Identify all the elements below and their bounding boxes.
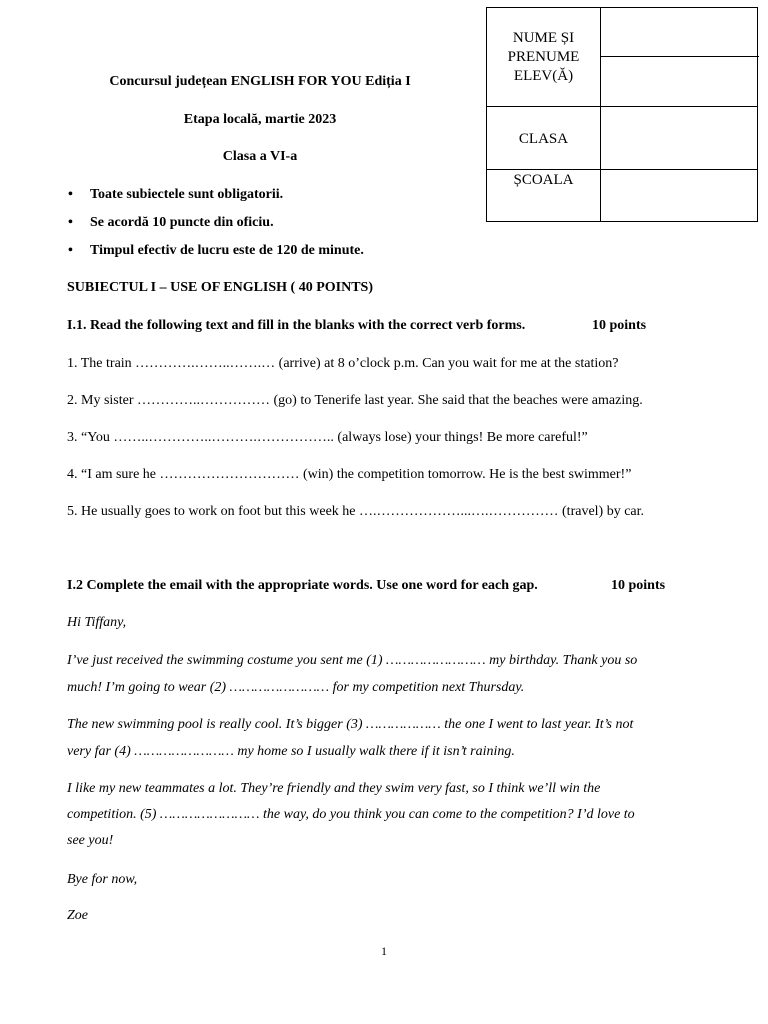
- contest-title: Concursul județean ENGLISH FOR YOU Ediția I: [109, 74, 411, 89]
- email-greeting: Hi Tiffany,: [67, 615, 127, 630]
- task1-item: 2. My sister …………..…………… (go) to Tenerife last year. She said that the beaches were amazing.: [67, 393, 643, 408]
- school-label: ȘCOALA: [513, 172, 574, 188]
- task1-item: 3. “You ……..…………..……….…………….. (always lose) your things! Be more careful!”: [67, 430, 588, 445]
- name-field-2[interactable]: [601, 57, 758, 106]
- rule-item: • Toate subiectele sunt obligatorii.: [90, 186, 364, 214]
- email-paragraph-line: much! I’m going to wear (2) …………………… for my competition next Thursday.: [67, 680, 525, 695]
- student-info-table: [486, 7, 758, 222]
- task2-instruction: I.2 Complete the email with the appropriate words. Use one word for each gap.: [67, 578, 538, 593]
- task1-instruction: I.1. Read the following text and fill in the blanks with the correct verb forms.: [67, 318, 526, 333]
- email-paragraph-line: I’ve just received the swimming costume you sent me (1) …………………… my birthday. Thank you so: [67, 653, 638, 668]
- email-closing: Bye for now,: [67, 872, 138, 887]
- email-paragraph-line: very far (4) …………………… my home so I usually walk there if it isn’t raining.: [67, 744, 515, 759]
- section-title: SUBIECTUL I – USE OF ENGLISH ( 40 POINTS): [67, 280, 373, 295]
- email-paragraph-line: I like my new teammates a lot. They’re friendly and they swim very fast, so I think we’ll win the: [67, 781, 601, 796]
- rule-item: • Se acordă 10 puncte din oficiu.: [90, 214, 364, 242]
- name-label: NUME ȘI PRENUME ELEV(Ă): [507, 30, 580, 84]
- task2-points: 10 points: [611, 578, 666, 593]
- task1-item: 5. He usually goes to work on foot but this week he ….………………...….…………… (travel) by car.: [67, 504, 645, 519]
- school-field[interactable]: [601, 170, 758, 221]
- email-paragraph-line: competition. (5) …………………… the way, do you think you can come to the competition? I’d love to: [67, 807, 635, 822]
- class-label: CLASA: [518, 131, 569, 147]
- rule-item: • Timpul efectiv de lucru este de 120 de minute.: [90, 242, 364, 270]
- contest-grade: Clasa a VI-a: [222, 149, 298, 164]
- contest-stage: Etapa locală, martie 2023: [183, 112, 337, 127]
- email-paragraph-line: The new swimming pool is really cool. It’s bigger (3) ……………… the one I went to last year. It’s not: [67, 717, 634, 732]
- page-number: 1: [381, 944, 387, 958]
- name-field[interactable]: [601, 8, 758, 56]
- task1-item: 1. The train ………….……..…….… (arrive) at 8 o’clock p.m. Can you wait for me at the station?: [67, 356, 619, 371]
- rules-list: [90, 186, 364, 270]
- email-signature: Zoe: [67, 908, 88, 923]
- task1-item: 4. “I am sure he ………………………… (win) the competition tomorrow. He is the best swimmer!”: [67, 467, 632, 482]
- class-field[interactable]: [601, 107, 758, 169]
- email-paragraph-line: see you!: [67, 833, 114, 848]
- task1-points: 10 points: [592, 318, 647, 333]
